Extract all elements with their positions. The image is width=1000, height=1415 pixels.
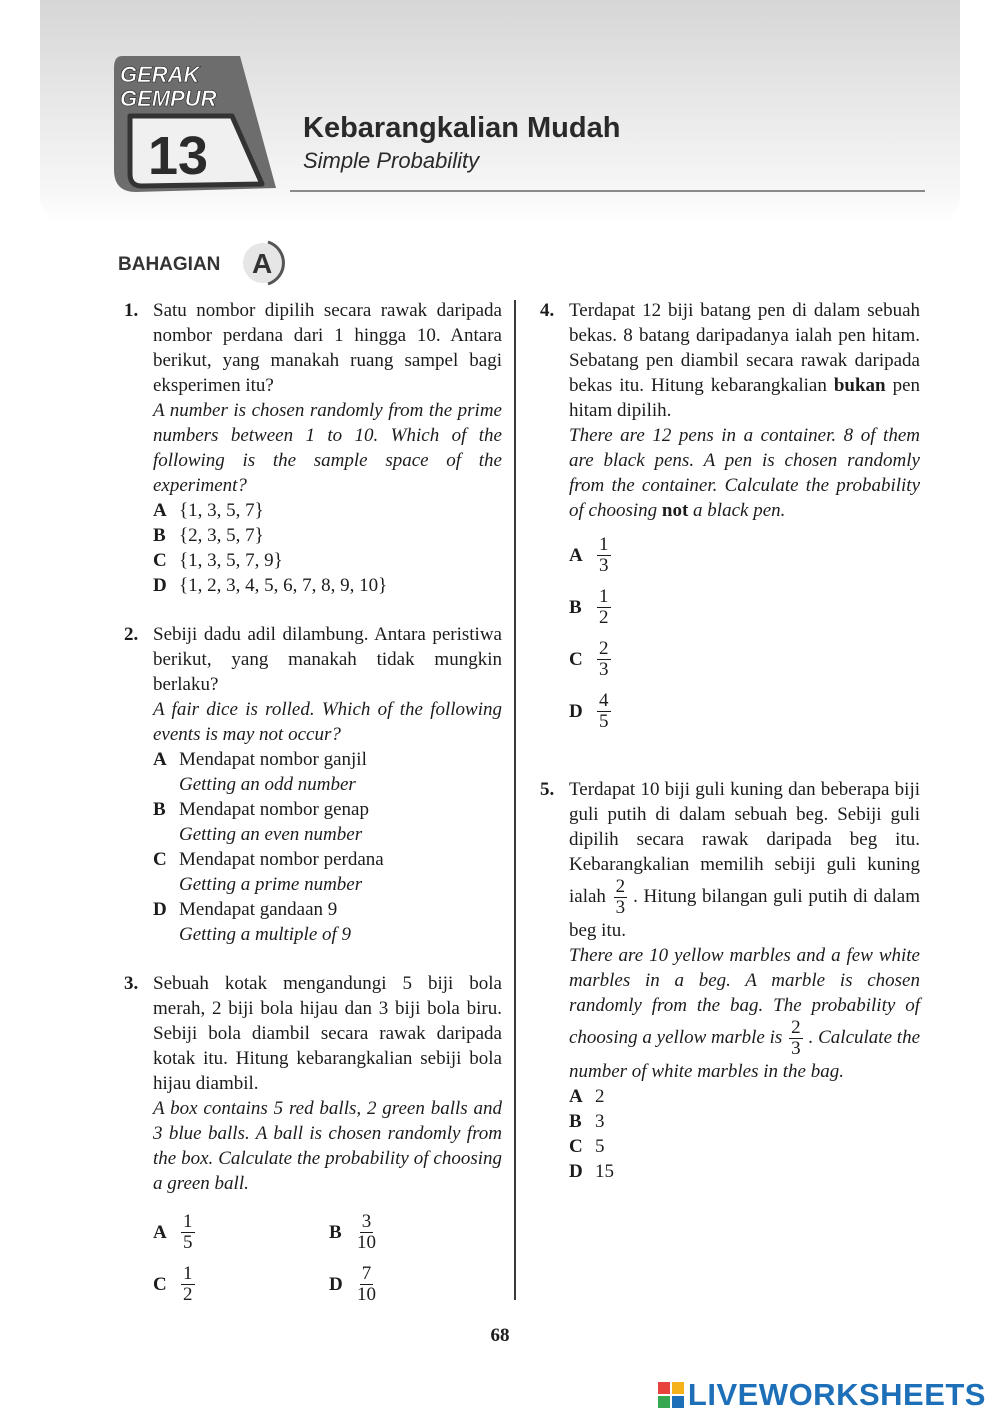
numerator: 7	[361, 1262, 372, 1284]
question-number: 5.	[540, 779, 555, 800]
liveworksheets-logo-icon	[658, 1382, 684, 1408]
emphasis-text: bukan	[833, 375, 886, 396]
option-letter: A	[153, 500, 167, 521]
question-number: 4.	[540, 300, 555, 321]
question-text-ms: Sebuah kotak mengandungi 5 biji bola merah, 2 biji bola hijau dan 3 biji bola biru. Sebiji bola diambil secara rawak daripada kotak itu. Hitung kebarangkalian sebiji bola hijau diambil.	[153, 973, 502, 1094]
fraction	[181, 1264, 195, 1305]
chapter-title: Kebarangkalian Mudah	[303, 112, 621, 144]
option-letter: C	[153, 849, 167, 870]
left-column	[124, 298, 502, 1310]
numerator: 1	[183, 1210, 193, 1232]
option-letter: D	[569, 700, 583, 722]
option-b[interactable]	[569, 1109, 920, 1134]
option-text: {1, 3, 5, 7, 9}	[179, 550, 283, 571]
option-b[interactable]	[153, 797, 502, 847]
option-d[interactable]	[153, 897, 502, 947]
question-number: 1.	[124, 300, 139, 321]
question-text-en: A number is chosen randomly from the prime numbers between 1 to 10. Which of the following is the sample space of the experiment?	[153, 400, 502, 496]
question-1	[124, 298, 502, 598]
option-letter: A	[569, 1086, 583, 1107]
option-text: 15	[595, 1161, 614, 1182]
text-part: Terdapat 10 biji guli kuning dan beberapa biji guli putih di dalam sebuah beg. Sebiji guli dipilih secara rawak daripada beg itu. Kebarangkalian memilih sebiji guli kuning ialah	[569, 779, 920, 907]
fraction	[597, 639, 611, 680]
text-part: There are 12 pens in a container. 8 of them are black pens. A pen is chosen randomly from the container. Calculate the probability of choosing	[569, 425, 920, 521]
option-a[interactable]	[569, 1084, 920, 1109]
text-part: Terdapat 12 biji batang pen di dalam sebuah bekas. 8 batang daripadanya ialah pen hitam. Sebatang pen diambil secara rawak daripada bekas itu. Hitung kebarangkalian	[569, 300, 920, 396]
right-column	[540, 298, 920, 1208]
fraction	[357, 1212, 376, 1253]
section-word: BAHAGIAN	[118, 254, 221, 275]
option-text-ms: Mendapat nombor ganjil	[179, 749, 367, 770]
question-text-en: A fair dice is rolled. Which of the following events is may not occur?	[153, 699, 502, 745]
option-text-ms: Mendapat gandaan 9	[179, 899, 338, 920]
text-part: . Hitung bilangan guli putih di dalam beg itu.	[569, 885, 920, 941]
option-a[interactable]	[153, 1206, 329, 1258]
option-text: {1, 2, 3, 4, 5, 6, 7, 8, 9, 10}	[179, 575, 388, 596]
badge-line2: GEMPUR	[120, 86, 217, 111]
option-text-en: Getting a prime number	[179, 874, 363, 895]
fraction	[357, 1264, 376, 1305]
fraction	[181, 1212, 195, 1253]
header-rule	[290, 190, 925, 192]
numerator: 3	[361, 1210, 372, 1232]
numerator: 4	[599, 689, 609, 711]
option-c[interactable]	[153, 847, 502, 897]
option-letter: C	[153, 1273, 167, 1295]
text-part: There are 10 yellow marbles and a few white marbles in a beg. A marble is chosen randomly from the bag. The probability of choosing a yellow marble is	[569, 945, 920, 1048]
fraction	[789, 1018, 803, 1059]
question-text-ms: Satu nombor dipilih secara rawak daripada nombor perdana dari 1 hingga 10. Antara berikut, yang manakah ruang sampel bagi eksperimen itu?	[153, 300, 502, 396]
denominator: 3	[599, 658, 609, 680]
fraction-options	[569, 529, 920, 737]
text-part: a black pen.	[693, 500, 786, 521]
denominator: 2	[599, 606, 609, 628]
question-text-ms: Sebiji dadu adil dilambung. Antara peristiwa berikut, yang manakah tidak mungkin berlaku?	[153, 624, 502, 695]
denominator: 3	[791, 1038, 801, 1059]
option-letter: C	[153, 550, 167, 571]
column-divider	[514, 300, 516, 1300]
section-label	[118, 236, 298, 288]
question-number: 2.	[124, 624, 139, 645]
option-text: 2	[595, 1086, 605, 1107]
brand-text: LIVEWORKSHEETS	[687, 1377, 986, 1412]
question-2	[124, 622, 502, 947]
badge-line1: GERAK	[120, 62, 200, 87]
numerator: 2	[615, 876, 626, 897]
option-letter: D	[153, 575, 167, 596]
denominator: 5	[599, 710, 609, 732]
liveworksheets-brand[interactable]	[658, 1377, 986, 1413]
option-a[interactable]	[153, 498, 502, 523]
fraction	[597, 535, 611, 576]
option-letter: B	[569, 1111, 582, 1132]
badge-number: 13	[148, 126, 209, 186]
fraction	[614, 877, 628, 918]
option-d[interactable]	[329, 1258, 479, 1310]
option-d[interactable]	[153, 573, 502, 598]
option-letter: D	[329, 1273, 343, 1295]
numerator: 2	[599, 637, 609, 659]
question-3	[124, 971, 502, 1310]
option-letter: B	[329, 1221, 342, 1243]
option-letter: B	[153, 799, 166, 820]
question-text-ms	[569, 298, 920, 423]
numerator: 1	[599, 585, 609, 607]
denominator: 2	[183, 1283, 193, 1305]
emphasis-text: not	[661, 500, 689, 521]
option-c[interactable]	[569, 1134, 920, 1159]
denominator: 5	[183, 1231, 193, 1253]
option-letter: C	[569, 648, 583, 670]
option-d[interactable]	[569, 685, 920, 737]
numerator: 1	[183, 1262, 193, 1284]
denominator: 10	[357, 1283, 376, 1305]
fraction-options	[153, 1206, 502, 1310]
option-b[interactable]	[569, 581, 920, 633]
option-text-ms: Mendapat nombor genap	[179, 799, 369, 820]
option-a[interactable]	[153, 747, 502, 797]
section-letter: A	[252, 248, 273, 279]
numerator: 2	[791, 1017, 801, 1038]
chapter-badge	[108, 46, 278, 211]
option-text: {1, 3, 5, 7}	[179, 500, 264, 521]
numerator: 1	[599, 533, 609, 555]
option-text: 5	[595, 1136, 605, 1157]
text-part: . Calculate the number of white marbles in the bag.	[569, 1026, 921, 1082]
option-d[interactable]	[569, 1159, 920, 1184]
option-c[interactable]	[569, 633, 920, 685]
question-text-en	[569, 943, 920, 1084]
option-letter: A	[153, 1221, 167, 1243]
question-text-en	[569, 423, 920, 523]
option-letter: C	[569, 1136, 583, 1157]
question-text-en: A box contains 5 red balls, 2 green balls and 3 blue balls. A ball is chosen randomly from the box. Calculate the probability of choosing a green ball.	[153, 1098, 502, 1194]
denominator: 3	[599, 554, 609, 576]
option-letter: D	[153, 899, 167, 920]
fraction	[597, 587, 611, 628]
page-number: 68	[490, 1325, 510, 1346]
option-b[interactable]	[153, 523, 502, 548]
option-letter: B	[153, 525, 166, 546]
question-5	[540, 777, 920, 1184]
option-text: 3	[595, 1111, 605, 1132]
question-4	[540, 298, 920, 737]
fraction	[597, 691, 611, 732]
denominator: 3	[615, 897, 626, 918]
option-text-en: Getting an odd number	[179, 774, 356, 795]
question-number: 3.	[124, 973, 139, 994]
option-letter: B	[569, 596, 582, 618]
question-text-ms	[569, 777, 920, 943]
option-letter: D	[569, 1161, 583, 1182]
option-letter: A	[569, 544, 583, 566]
option-c[interactable]	[153, 1258, 329, 1310]
text-part: pen hitam dipilih.	[569, 375, 921, 421]
option-text-ms: Mendapat nombor perdana	[179, 849, 384, 870]
option-c[interactable]	[153, 548, 502, 573]
denominator: 10	[357, 1231, 376, 1253]
option-b[interactable]	[329, 1206, 479, 1258]
option-text-en: Getting an even number	[179, 824, 363, 845]
chapter-subtitle: Simple Probability	[303, 148, 480, 173]
option-letter: A	[153, 749, 167, 770]
option-a[interactable]	[569, 529, 920, 581]
option-text: {2, 3, 5, 7}	[179, 525, 264, 546]
option-text-en: Getting a multiple of 9	[179, 924, 352, 945]
